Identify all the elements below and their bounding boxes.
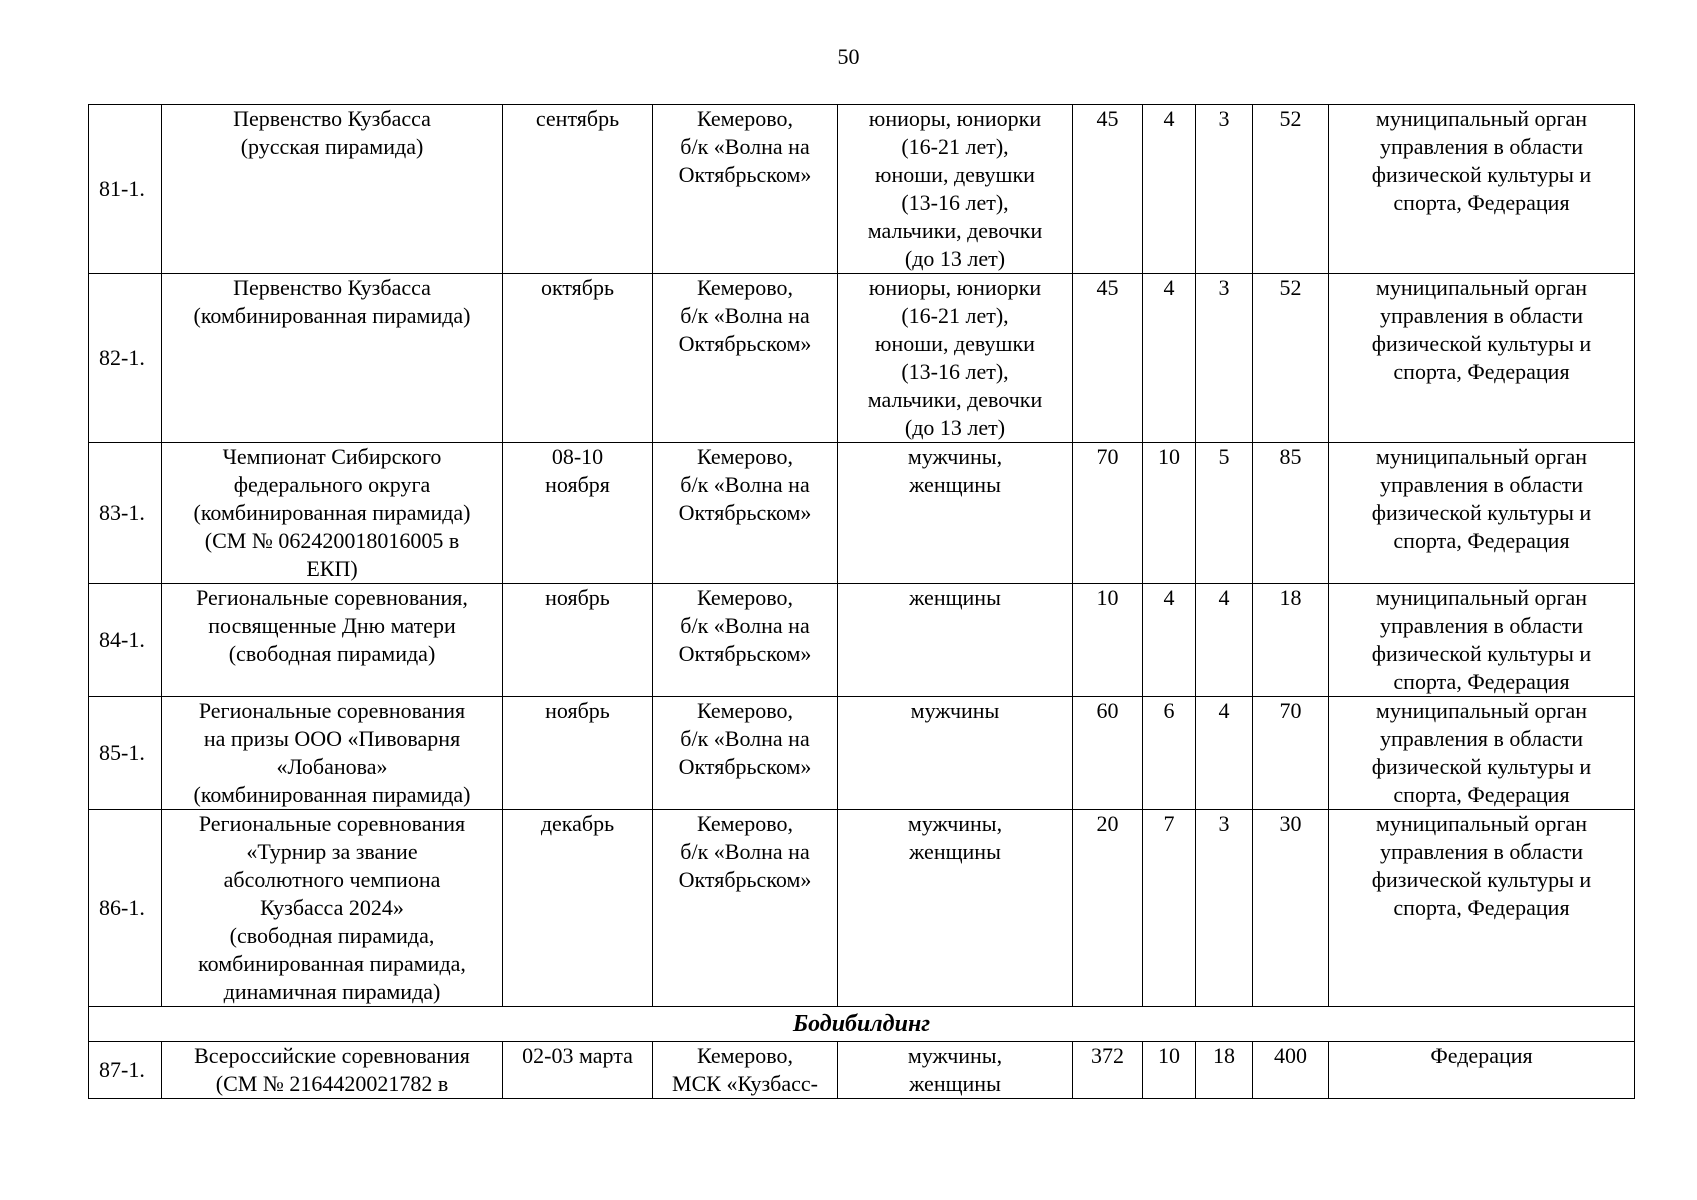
cell-line: муниципальный орган (1375, 698, 1588, 723)
cell-line: посвященные Дню матери (208, 613, 456, 638)
cell-line: (комбинированная пирамида) (193, 500, 471, 525)
event-name (162, 274, 503, 443)
cell-line: муниципальный орган (1375, 106, 1588, 131)
cell-line: Чемпионат Сибирского (222, 444, 442, 469)
cell-line: мужчины, (907, 444, 1003, 469)
event-organizer (1329, 443, 1635, 584)
count-col-1: 60 (1073, 697, 1143, 810)
cell-line: б/к «Волна на (680, 472, 810, 497)
table-row (89, 443, 1635, 584)
cell-line: б/к «Волна на (680, 303, 810, 328)
count-col-2: 4 (1143, 584, 1196, 697)
event-number: 86-1. (89, 810, 162, 1007)
event-date (503, 1042, 653, 1099)
cell-line: Октябрьском» (678, 331, 812, 356)
count-col-2: 4 (1143, 105, 1196, 274)
cell-line: физической культуры и (1371, 754, 1592, 779)
cell-line: Кузбасса 2024» (260, 895, 404, 920)
table-row (89, 697, 1635, 810)
event-number: 84-1. (89, 584, 162, 697)
cell-line: федерального округа (233, 472, 431, 497)
cell-line: (свободная пирамида, (229, 923, 435, 948)
cell-line: Всероссийские соревнования (194, 1043, 470, 1068)
cell-line: (СМ № 062420018016005 в (204, 528, 460, 553)
cell-line: на призы ООО «Пивоварня (203, 726, 461, 751)
table-row (89, 584, 1635, 697)
cell-line: (до 13 лет) (904, 415, 1006, 440)
cell-line: МСК «Кузбасс- (672, 1071, 818, 1096)
cell-line: (до 13 лет) (904, 246, 1006, 271)
cell-line: женщины (909, 839, 1001, 864)
cell-line: (комбинированная пирамида) (193, 303, 471, 328)
events-table-body (89, 105, 1635, 1099)
cell-line: Октябрьском» (678, 500, 812, 525)
cell-line: мужчины (910, 698, 1000, 723)
event-participants (838, 443, 1073, 584)
cell-line: Кемерово, (696, 444, 794, 469)
count-col-1: 45 (1073, 274, 1143, 443)
count-col-3: 5 (1196, 443, 1253, 584)
cell-line: динамичная пирамида) (223, 979, 441, 1004)
cell-line: (русская пирамида) (240, 134, 424, 159)
count-col-1: 372 (1073, 1042, 1143, 1099)
cell-line: управления в области (1380, 726, 1583, 751)
event-number: 85-1. (89, 697, 162, 810)
event-participants (838, 274, 1073, 443)
cell-line: (СМ № 2164420021782 в (215, 1071, 449, 1096)
event-place (653, 443, 838, 584)
cell-line: октябрь (540, 275, 615, 300)
cell-line: (13-16 лет), (901, 190, 1009, 215)
cell-line: мужчины, (907, 811, 1003, 836)
count-col-2: 10 (1143, 443, 1196, 584)
cell-line: «Лобанова» (276, 754, 388, 779)
cell-line: 02-03 марта (522, 1043, 633, 1068)
page-number: 50 (837, 44, 860, 69)
cell-line: спорта, Федерация (1393, 895, 1570, 920)
count-total: 52 (1253, 105, 1329, 274)
cell-line: (комбинированная пирамида) (193, 782, 471, 807)
count-col-3: 4 (1196, 584, 1253, 697)
cell-line: спорта, Федерация (1393, 528, 1570, 553)
cell-line: спорта, Федерация (1393, 190, 1570, 215)
event-date (503, 274, 653, 443)
event-date (503, 443, 653, 584)
cell-line: ноябрь (545, 585, 610, 610)
cell-line: Октябрьском» (678, 641, 812, 666)
event-name (162, 697, 503, 810)
cell-line: Кемерово, (696, 106, 794, 131)
event-place (653, 274, 838, 443)
event-name (162, 1042, 503, 1099)
cell-line: б/к «Волна на (680, 726, 810, 751)
count-col-3: 4 (1196, 697, 1253, 810)
event-place (653, 1042, 838, 1099)
event-date (503, 810, 653, 1007)
event-participants (838, 810, 1073, 1007)
cell-line: юниоры, юниорки (868, 275, 1042, 300)
cell-line: Кемерово, (696, 698, 794, 723)
cell-line: Региональные соревнования, (196, 585, 468, 610)
event-organizer (1329, 105, 1635, 274)
count-col-3: 3 (1196, 274, 1253, 443)
count-col-1: 45 (1073, 105, 1143, 274)
cell-line: декабрь (540, 811, 615, 836)
event-place (653, 697, 838, 810)
cell-line: Региональные соревнования (198, 811, 466, 836)
cell-line: б/к «Волна на (680, 134, 810, 159)
cell-line: муниципальный орган (1375, 811, 1588, 836)
cell-line: мальчики, девочки (867, 387, 1043, 412)
cell-line: спорта, Федерация (1393, 669, 1570, 694)
cell-line: Октябрьском» (678, 754, 812, 779)
event-name (162, 443, 503, 584)
count-col-3: 18 (1196, 1042, 1253, 1099)
cell-line: Кемерово, (696, 1043, 794, 1068)
event-date (503, 697, 653, 810)
cell-line: мальчики, девочки (867, 218, 1043, 243)
cell-line: физической культуры и (1371, 500, 1592, 525)
event-number: 81-1. (89, 105, 162, 274)
event-organizer (1329, 584, 1635, 697)
cell-line: 08-10 (551, 444, 604, 469)
cell-line: женщины (909, 1071, 1001, 1096)
count-col-1: 70 (1073, 443, 1143, 584)
section-header-row (89, 1007, 1635, 1042)
cell-line: юноши, девушки (875, 331, 1035, 356)
cell-line: б/к «Волна на (680, 613, 810, 638)
cell-line: спорта, Федерация (1393, 359, 1570, 384)
event-name (162, 105, 503, 274)
event-date (503, 584, 653, 697)
cell-line: физической культуры и (1371, 641, 1592, 666)
count-total: 70 (1253, 697, 1329, 810)
event-number: 83-1. (89, 443, 162, 584)
cell-line: ЕКП) (306, 556, 358, 581)
table-row (89, 105, 1635, 274)
event-participants (838, 584, 1073, 697)
cell-line: физической культуры и (1371, 331, 1592, 356)
section-title: Бодибилдинг (89, 1007, 1635, 1042)
event-name (162, 584, 503, 697)
count-col-2: 6 (1143, 697, 1196, 810)
count-total: 85 (1253, 443, 1329, 584)
event-place (653, 810, 838, 1007)
cell-line: (13-16 лет), (901, 359, 1009, 384)
cell-line: Первенство Кузбасса (233, 106, 431, 131)
cell-line: муниципальный орган (1375, 444, 1588, 469)
count-total: 400 (1253, 1042, 1329, 1099)
cell-line: (16-21 лет), (901, 134, 1009, 159)
cell-line: б/к «Волна на (680, 839, 810, 864)
cell-line: женщины (909, 472, 1001, 497)
event-number: 82-1. (89, 274, 162, 443)
event-place (653, 105, 838, 274)
cell-line: «Турнир за звание (246, 839, 418, 864)
cell-line: (16-21 лет), (901, 303, 1009, 328)
event-number: 87-1. (89, 1042, 162, 1099)
cell-line: физической культуры и (1371, 162, 1592, 187)
count-col-3: 3 (1196, 810, 1253, 1007)
cell-line: комбинированная пирамида, (198, 951, 466, 976)
event-participants (838, 105, 1073, 274)
event-name (162, 810, 503, 1007)
event-participants (838, 1042, 1073, 1099)
cell-line: абсолютного чемпиона (223, 867, 441, 892)
event-organizer (1329, 810, 1635, 1007)
count-total: 18 (1253, 584, 1329, 697)
cell-line: управления в области (1380, 303, 1583, 328)
event-organizer (1329, 697, 1635, 810)
table-row (89, 1042, 1635, 1099)
count-total: 30 (1253, 810, 1329, 1007)
cell-line: управления в области (1380, 839, 1583, 864)
count-col-3: 3 (1196, 105, 1253, 274)
cell-line: Федерация (1430, 1043, 1533, 1068)
event-date (503, 105, 653, 274)
cell-line: муниципальный орган (1375, 275, 1588, 300)
cell-line: муниципальный орган (1375, 585, 1588, 610)
events-table (88, 104, 1635, 1099)
cell-line: физической культуры и (1371, 867, 1592, 892)
count-total: 52 (1253, 274, 1329, 443)
cell-line: ноябрь (545, 698, 610, 723)
cell-line: сентябрь (535, 106, 620, 131)
count-col-1: 20 (1073, 810, 1143, 1007)
cell-line: ноября (545, 472, 610, 497)
cell-line: (свободная пирамида) (228, 641, 436, 666)
cell-line: Региональные соревнования (198, 698, 466, 723)
cell-line: Первенство Кузбасса (233, 275, 431, 300)
cell-line: управления в области (1380, 134, 1583, 159)
event-place (653, 584, 838, 697)
cell-line: Октябрьском» (678, 867, 812, 892)
cell-line: женщины (909, 585, 1001, 610)
cell-line: спорта, Федерация (1393, 782, 1570, 807)
cell-line: Кемерово, (696, 811, 794, 836)
cell-line: юноши, девушки (875, 162, 1035, 187)
count-col-2: 7 (1143, 810, 1196, 1007)
event-organizer (1329, 1042, 1635, 1099)
cell-line: управления в области (1380, 472, 1583, 497)
count-col-1: 10 (1073, 584, 1143, 697)
cell-line: юниоры, юниорки (868, 106, 1042, 131)
count-col-2: 4 (1143, 274, 1196, 443)
count-col-2: 10 (1143, 1042, 1196, 1099)
table-row (89, 810, 1635, 1007)
cell-line: Кемерово, (696, 585, 794, 610)
cell-line: мужчины, (907, 1043, 1003, 1068)
event-participants (838, 697, 1073, 810)
cell-line: Кемерово, (696, 275, 794, 300)
cell-line: управления в области (1380, 613, 1583, 638)
cell-line: Октябрьском» (678, 162, 812, 187)
event-organizer (1329, 274, 1635, 443)
table-row (89, 274, 1635, 443)
